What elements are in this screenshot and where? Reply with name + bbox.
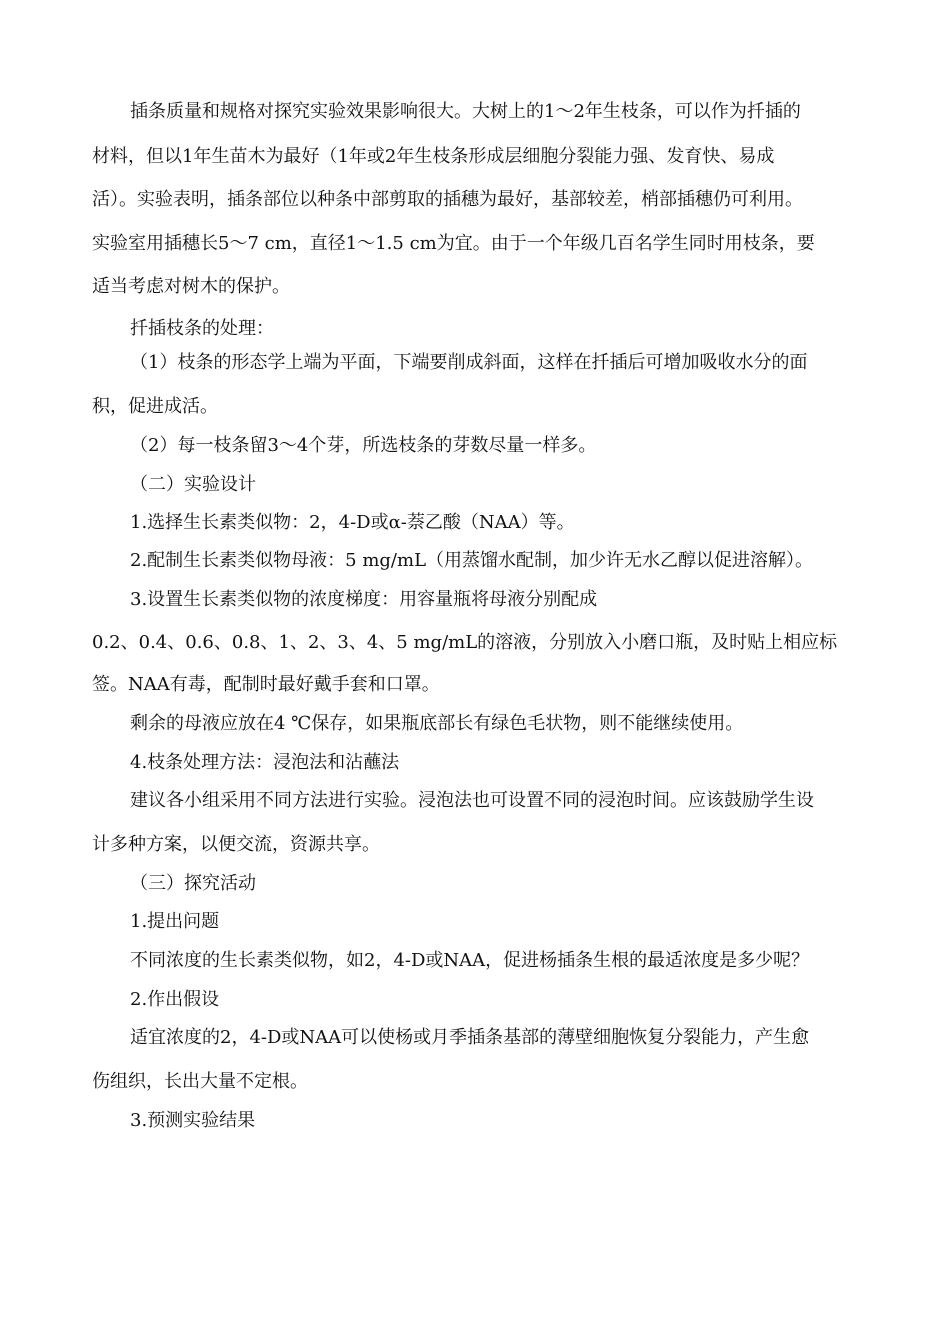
section-heading: （三）探究活动 <box>130 873 256 894</box>
paragraph-line: 不同浓度的生长素类似物，如2，4-D或NAA，促进杨插条生根的最适浓度是多少呢？ <box>130 950 810 971</box>
paragraph-line: 签。NAA有毒，配制时最好戴手套和口罩。 <box>92 674 440 695</box>
paragraph-line: 活）。实验表明，插条部位以种条中部剪取的插穗为最好，基部较差，梢部插穗仍可利用。 <box>92 189 803 210</box>
paragraph-line: 扦插枝条的处理： <box>130 318 274 339</box>
paragraph-line: 计多种方案，以便交流，资源共享。 <box>92 834 380 855</box>
section-heading: （二）实验设计 <box>130 474 256 495</box>
paragraph-line: （2）每一枝条留3～4个芽，所选枝条的芽数尽量一样多。 <box>130 435 597 456</box>
paragraph-line: 1.提出问题 <box>130 911 220 932</box>
paragraph-line: 材料，但以1年生苗木为最好（1年或2年生枝条形成层细胞分裂能力强、发育快、易成 <box>92 146 775 167</box>
paragraph-line: 伤组织，长出大量不定根。 <box>92 1071 308 1092</box>
paragraph-line: （1）枝条的形态学上端为平面，下端要削成斜面，这样在扦插后可增加吸收水分的面 <box>130 352 808 373</box>
paragraph-line: 2.配制生长素类似物母液：5 mg/mL（用蒸馏水配制，加少许无水乙醇以促进溶解）。 <box>130 550 814 571</box>
paragraph-line: 1.选择生长素类似物：2，4-D或α-萘乙酸（NAA）等。 <box>130 512 575 533</box>
paragraph-line: 3.设置生长素类似物的浓度梯度：用容量瓶将母液分别配成 <box>130 589 598 610</box>
paragraph-line: 插条质量和规格对探究实验效果影响很大。大树上的1～2年生枝条，可以作为扦插的 <box>130 101 801 122</box>
paragraph-line: 0.2、0.4、0.6、0.8、1、2、3、4、5 mg/mL的溶液，分别放入小磨口瓶，及时贴上相应标 <box>92 632 838 653</box>
paragraph-line: 2.作出假设 <box>130 989 220 1010</box>
paragraph-line: 实验室用插穗长5～7 cm，直径1～1.5 cm为宜。由于一个年级几百名学生同时用枝条，要 <box>92 233 815 254</box>
paragraph-line: 3.预测实验结果 <box>130 1110 256 1131</box>
paragraph-line: 适宜浓度的2，4-D或NAA可以使杨或月季插条基部的薄壁细胞恢复分裂能力，产生愈 <box>130 1027 810 1048</box>
paragraph-line: 剩余的母液应放在4 ℃保存，如果瓶底部长有绿色毛状物，则不能继续使用。 <box>130 713 744 734</box>
paragraph-line: 适当考虑对树木的保护。 <box>92 276 290 297</box>
paragraph-line: 建议各小组采用不同方法进行实验。浸泡法也可设置不同的浸泡时间。应该鼓励学生设 <box>130 790 814 811</box>
paragraph-line: 积，促进成活。 <box>92 396 218 417</box>
paragraph-line: 4.枝条处理方法：浸泡法和沾蘸法 <box>130 752 400 773</box>
